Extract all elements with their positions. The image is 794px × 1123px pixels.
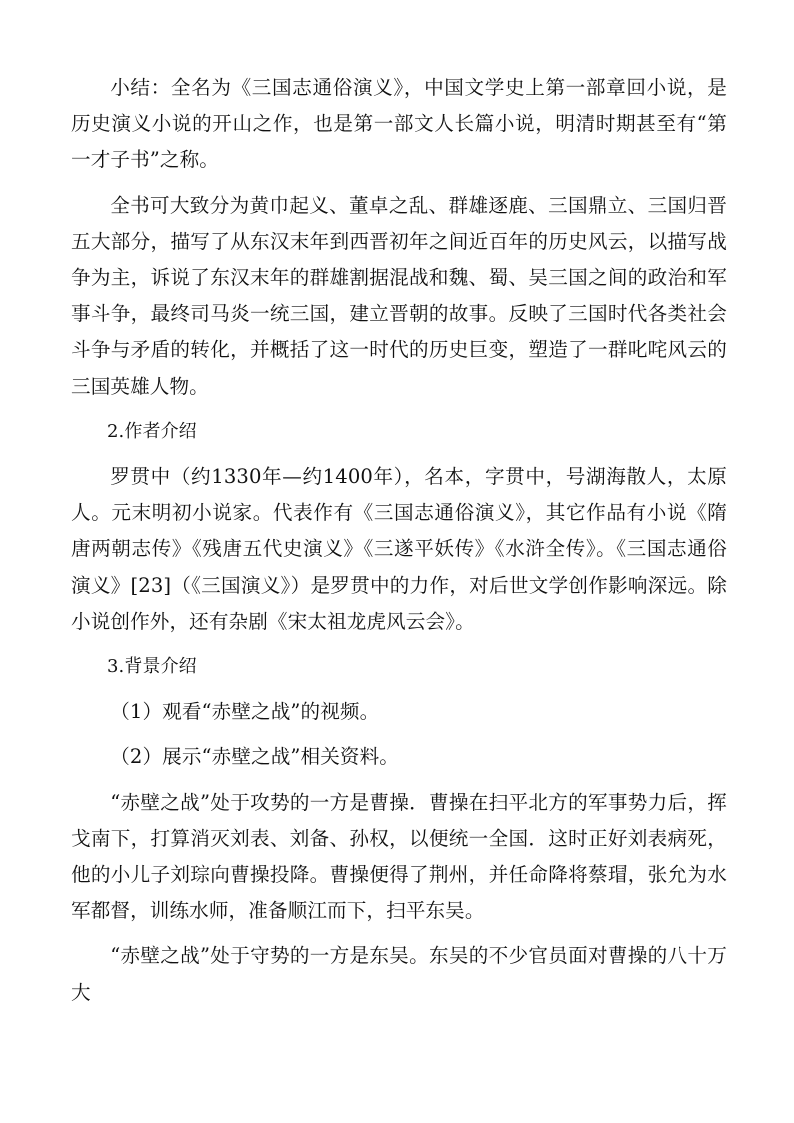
background-step-1: （1）观看“赤壁之战”的视频。 — [110, 700, 380, 724]
document-page — [71, 70, 727, 1011]
overview-paragraph: 全书可大致分为黄巾起义、董卓之乱、群雄逐鹿、三国鼎立、三国归晋五大部分，描写了从东汉末年到西晋初年之间近百年的历史风云，以描写战争为主，诉说了东汉末年的群雄割据混战和魏、蜀、吴三国之间的政治和军事斗争，最终司马炎一统三国，建立晋朝的故事。反映了三国时代各类社会斗争与矛盾的转化，并概括了这一时代的历史巨变，塑造了一群叱咤风云的三国英雄人物。 — [71, 193, 727, 398]
summary-paragraph: 小结：全名为《三国志通俗演义》，中国文学史上第一部章回小说，是历史演义小说的开山之作，也是第一部文人长篇小说，明清时期甚至有“第一才子书”之称。 — [71, 76, 727, 172]
author-section-heading: 2.作者介绍 — [107, 420, 197, 442]
attacker-paragraph: “赤壁之战”处于攻势的一方是曹操．曹操在扫平北方的军事势力后，挥戈南下，打算消灭刘表、刘备、孙权，以便统一全国．这时正好刘表病死，他的小儿子刘琮向曹操投降。曹操便得了荆州，并任命降将蔡瑁，张允为水军都督，训练水师，准备顺江而下，扫平东吴。 — [71, 790, 727, 923]
author-paragraph: 罗贯中（约1330年—约1400年），名本，字贯中，号湖海散人，太原人。元末明初小说家。代表作有《三国志通俗演义》，其它作品有小说《隋唐两朝志传》《残唐五代史演义》《三遂平妖传》《水浒全传》。《三国志通俗演义》[23]（《三国演义》）是罗贯中的力作，对后世文学创作影响深远。除小说创作外，还有杂剧《宋太祖龙虎风云会》。 — [71, 465, 727, 633]
background-step-2: （2）展示“赤壁之战”相关资料。 — [110, 745, 400, 769]
background-section-heading: 3.背景介绍 — [107, 656, 197, 678]
defender-paragraph: “赤壁之战”处于守势的一方是东吴。东吴的不少官员面对曹操的八十万大 — [71, 944, 727, 1004]
